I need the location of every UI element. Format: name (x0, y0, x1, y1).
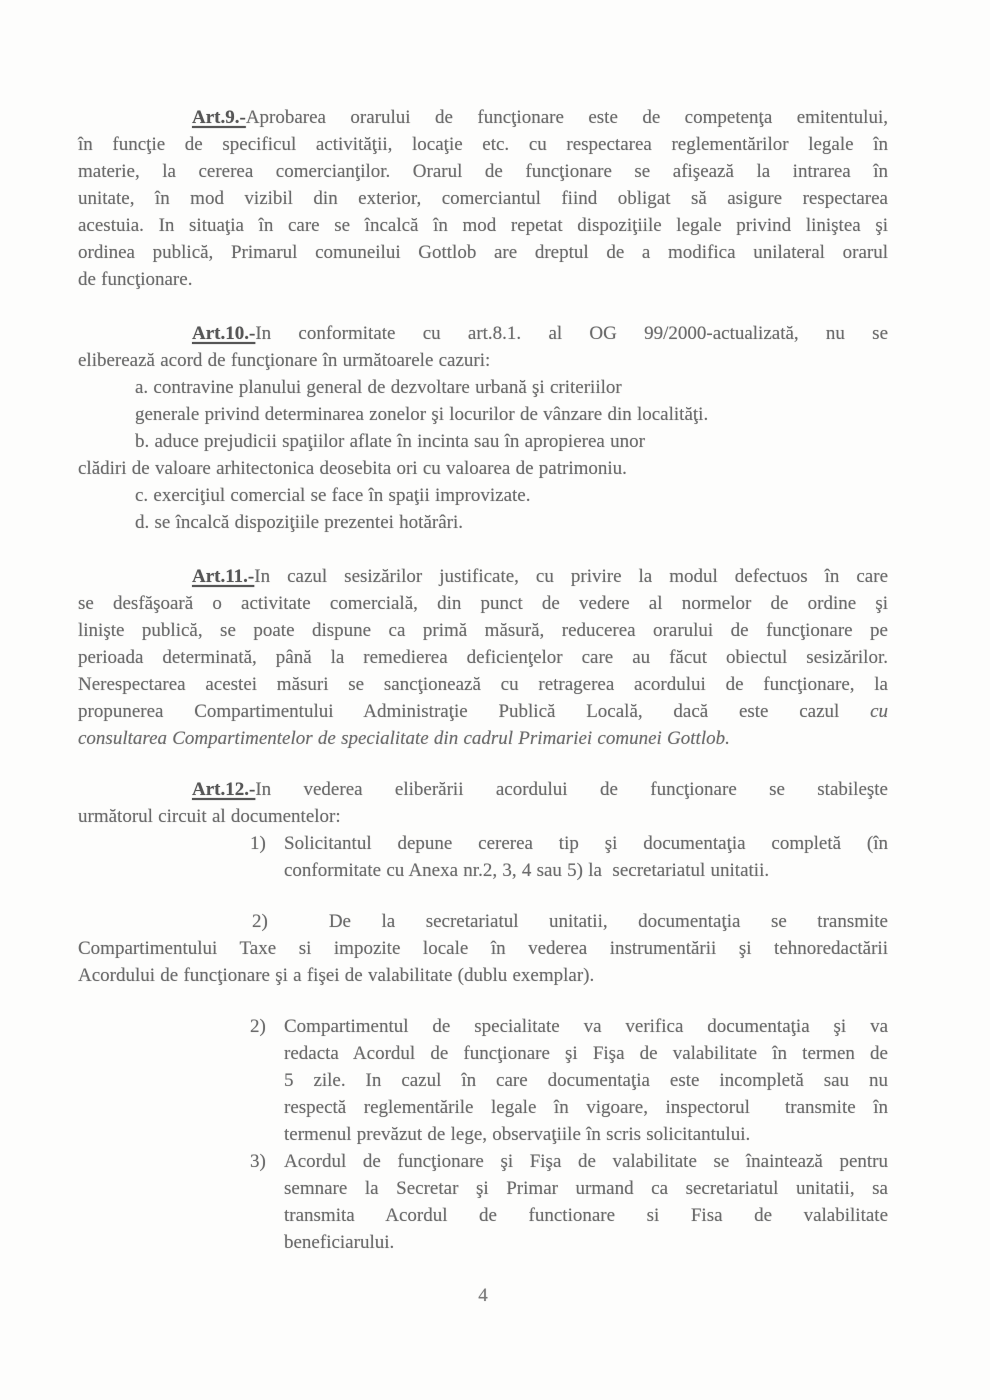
document-line (78, 671, 888, 698)
article-label: Art.10.- (192, 323, 256, 344)
text-segment: Compartimentul de specialitate va verifica documentaţia şi va (284, 1016, 888, 1037)
document-line (78, 617, 888, 644)
text-segment: respectă reglementările legale în vigoare, inspectorul transmite în (284, 1097, 888, 1118)
list-number: 1) (250, 833, 266, 854)
document-line (78, 1013, 888, 1040)
document-line (78, 131, 888, 158)
document-line (78, 158, 888, 185)
item-2-wide (78, 908, 888, 989)
item-3 (78, 1148, 888, 1256)
text-segment: următorul circuit al documentelor: (78, 806, 341, 827)
list-number: 2) (250, 1016, 266, 1037)
document-line (78, 104, 888, 131)
document-line (78, 563, 888, 590)
article-label: Art.12.- (192, 779, 256, 800)
text-segment: transmita Acordul de functionare si Fisa de valabilitate (284, 1205, 888, 1226)
text-segment: Solicitantul depune cererea tip şi documentaţia completă (în (284, 833, 888, 854)
text-segment: semnare la Secretar şi Primar urmand ca secretariatul unitatii, sa (284, 1178, 888, 1199)
text-segment: de funcţionare. (78, 269, 193, 290)
document-line (78, 698, 888, 725)
text-segment: acestuia. In situaţia în care se încalcă în mod repetat dispoziţiile legale privind liniştea şi (78, 215, 888, 236)
list-number: 3) (250, 1151, 266, 1172)
text-segment: 2) De la secretariatul unitatii, documentaţia se transmite (252, 911, 888, 932)
document-line (78, 1202, 888, 1229)
article-12-intro (78, 776, 888, 830)
text-segment: materie, la cererea comercianţilor. Orarul de funcţionare se afişează la intrarea în (78, 161, 888, 182)
text-segment: termenul prevăzut de lege, observaţiile în scris solicitantului. (284, 1124, 751, 1145)
article-10 (78, 320, 888, 536)
text-segment: conformitate cu Anexa nr.2, 3, 4 sau 5) la secretariatul unitatii. (284, 860, 770, 881)
text-segment: Aprobarea orarului de funcţionare este de competenţa emitentului, (245, 107, 888, 128)
document-line (78, 401, 888, 428)
text-segment: Acordul de funcţionare şi Fişa de valabilitate se înaintează pentru (284, 1151, 888, 1172)
document-line (78, 185, 888, 212)
document-line (78, 320, 888, 347)
document-line (78, 1148, 888, 1175)
text-segment: ordinea publică, Primarul comuneilui Gottlob are dreptul de a modifica unilateral orarul (78, 242, 888, 263)
document-line (78, 212, 888, 239)
page-number: 4 (478, 1285, 488, 1306)
text-segment: redacta Acordul de funcţionare şi Fişa de valabilitate în termen de (284, 1043, 888, 1064)
text-segment: a. contravine planului general de dezvoltare urbană şi criteriilor (135, 377, 622, 398)
document-line (78, 725, 888, 752)
document-line (78, 509, 888, 536)
text-segment: beneficiarului. (284, 1232, 395, 1253)
document-line (78, 1229, 888, 1256)
text-segment: linişte publică, se poate dispune ca primă măsură, reducerea orarului de funcţionare pe (78, 620, 888, 641)
text-segment: eliberează acord de funcţionare în următoarele cazuri: (78, 350, 491, 371)
document-line (78, 428, 888, 455)
text-segment: b. aduce prejudicii spaţiilor aflate în incinta sau în apropierea unor (135, 431, 645, 452)
text-segment: generale privind determinarea zonelor şi locurilor de vânzare din localităţi. (135, 404, 709, 425)
text-segment: c. exerciţiul comercial se face în spaţii improvizate. (135, 485, 531, 506)
document-line (78, 455, 888, 482)
document-line (78, 962, 888, 989)
text-segment: propunerea Compartimentului Administraţie Publică Locală, dacă este cazul (78, 701, 871, 722)
document-line (78, 1175, 888, 1202)
text-segment: 5 zile. In cazul în care documentaţia este incompletă sau nu (284, 1070, 888, 1091)
document-line (78, 347, 888, 374)
document-line (78, 935, 888, 962)
article-11 (78, 563, 888, 752)
text-segment: In cazul sesizărilor justificate, cu privire la modul defectuos în care (254, 566, 888, 587)
text-segment: In conformitate cu art.8.1. al OG 99/2000-actualizată, nu se (255, 323, 888, 344)
document-line (78, 266, 888, 293)
document-line (78, 590, 888, 617)
text-segment: d. se încalcă dispoziţiile prezentei hotărâri. (135, 512, 463, 533)
document-line (78, 857, 888, 884)
document-line (78, 830, 888, 857)
item-2b (78, 1013, 888, 1148)
text-segment: clădiri de valoare arhitectonica deosebita ori cu valoarea de patrimoniu. (78, 458, 627, 479)
document-line (78, 803, 888, 830)
document-line (78, 776, 888, 803)
text-segment: consultarea Compartimentelor de specialitate din cadrul Primariei comunei Gottlob. (78, 728, 730, 749)
text-segment: Compartimentului Taxe si impozite locale în vederea instrumentării şi tehnoredactării (78, 938, 888, 959)
document-line (78, 1067, 888, 1094)
document-line (78, 482, 888, 509)
document-line (78, 1094, 888, 1121)
document-line (78, 239, 888, 266)
text-segment: în funcţie de specificul activităţii, locaţie etc. cu respectarea reglementărilor legale în (78, 134, 888, 155)
document-line (78, 1121, 888, 1148)
text-segment: perioada determinată, până la remedierea deficienţelor care au făcut obiectul sesizărilor. (78, 647, 888, 668)
article-9 (78, 104, 888, 293)
document-line (78, 644, 888, 671)
item-1 (78, 830, 888, 884)
document-line (78, 1040, 888, 1067)
text-segment: cu (870, 701, 888, 722)
document-body (78, 104, 888, 1256)
text-segment: se desfăşoară o activitate comercială, din punct de vedere al normelor de ordine şi (78, 593, 888, 614)
document-line (78, 908, 888, 935)
text-segment: Acordului de funcţionare şi a fişei de valabilitate (dublu exemplar). (78, 965, 595, 986)
article-label: Art.9.- (192, 107, 246, 128)
article-label: Art.11.- (192, 566, 255, 587)
text-segment: In vederea eliberării acordului de funcţionare se stabileşte (255, 779, 888, 800)
text-segment: Nerespectarea acestei măsuri se sancţionează cu retragerea acordului de funcţionare, la (78, 674, 888, 695)
text-segment: unitate, în mod vizibil din exterior, comerciantul fiind obligat să asigure respectarea (78, 188, 888, 209)
document-line (78, 374, 888, 401)
